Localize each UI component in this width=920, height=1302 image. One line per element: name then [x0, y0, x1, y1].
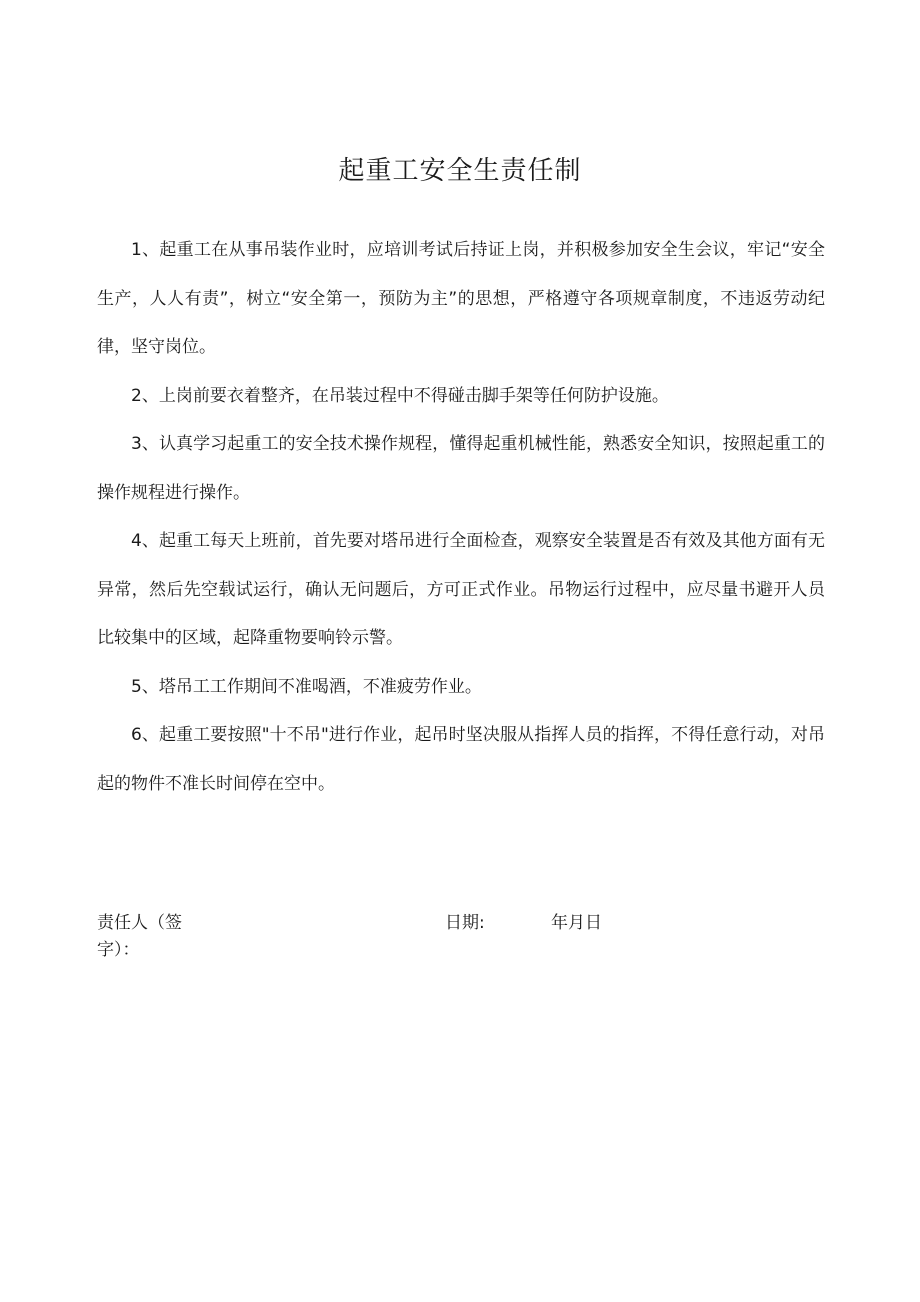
paragraph-5: 5、塔吊工工作期间不准喝酒，不准疲劳作业。	[131, 676, 482, 697]
document-title: 起重工安全生责任制	[338, 156, 582, 186]
date-value: 年月日	[551, 913, 602, 933]
paragraph-6: 6、起重工要按照"十不吊"进行作业，起吊时坚决服从指挥人员的指挥，不得任意行动，对吊起的物件不准长时间停在空中。	[97, 725, 825, 794]
date-label: 日期:	[445, 913, 485, 933]
document-body	[97, 226, 825, 808]
signature-footer	[97, 910, 825, 970]
signer-label: 责任人（签字）：	[97, 913, 182, 960]
paragraph-1: 1、起重工在从事吊装作业时，应培训考试后持证上岗，并积极参加安全生会议，牢记“安全生产，人人有责”，树立“安全第一，预防为主”的思想，严格遵守各项规章制度，不违返劳动纪律，坚守岗位。	[97, 240, 825, 357]
paragraph-3: 3、认真学习起重工的安全技术操作规程，懂得起重机械性能，熟悉安全知识，按照起重工的操作规程进行操作。	[97, 434, 825, 503]
paragraph-4: 4、起重工每天上班前，首先要对塔吊进行全面检查，观察安全装置是否有效及其他方面有无异常，然后先空载试运行，确认无问题后，方可正式作业。吊物运行过程中，应尽量书避开人员比较集中的区域，起降重物要响铃示警。	[97, 531, 825, 648]
paragraph-2: 2、上岗前要衣着整齐，在吊装过程中不得碰击脚手架等任何防护设施。	[131, 385, 669, 406]
